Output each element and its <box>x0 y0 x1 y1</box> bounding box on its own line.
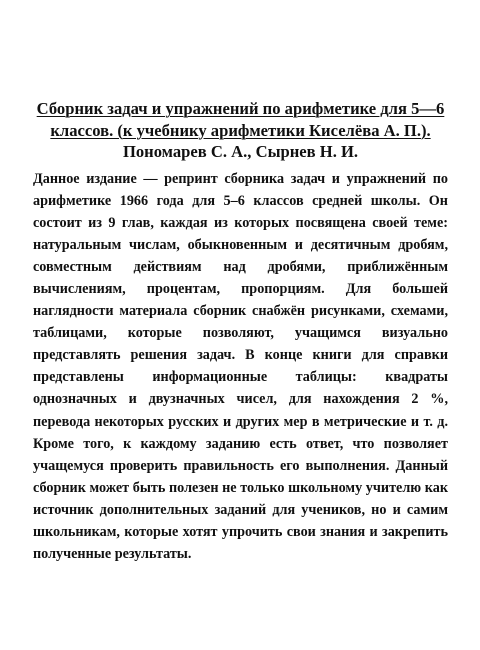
authors-line: Пономарев С. А., Сырнев Н. И. <box>122 142 359 161</box>
title-line: классов. (к учебнику арифметики Киселёва А. П.). <box>50 120 431 140</box>
description-line: таблицами, которые позволяют, учащимся визуально <box>33 325 448 342</box>
title-line: Сборник задач и упражнений по арифметике для 5—6 <box>36 99 445 118</box>
book-description <box>33 168 448 566</box>
description-line: арифметике 1966 года для 5–6 классов средней школы. Он <box>33 192 448 209</box>
description-line: совместным действиям над дробями, приближённым <box>33 258 448 275</box>
description-line: перевода некоторых русских и других мер в метрические и т. д. <box>33 413 448 430</box>
description-line: однозначных и двузначных чисел, для нахождения 2 %, <box>33 391 448 408</box>
description-line: полученные результаты. <box>33 546 192 563</box>
description-line: наглядности материала сборник снабжён рисунками, схемами, <box>33 303 448 320</box>
description-line: Кроме того, к каждому заданию есть ответ, что позволяет <box>33 435 448 452</box>
description-line: представлены информационные таблицы: квадраты <box>33 369 448 386</box>
description-line: Данное издание — репринт сборника задач и упражнений по <box>33 170 448 187</box>
description-line: сборник может быть полезен не только школьному учителю как <box>33 479 448 496</box>
description-line: состоит из 9 глав, каждая из которых посвящена своей теме: <box>33 214 448 231</box>
description-line: натуральным числам, обыкновенным и десятичным дробям, <box>33 236 448 253</box>
description-line: источник дополнительных заданий для учеников, но и самим <box>33 501 448 518</box>
book-title <box>33 98 448 163</box>
description-line: школьникам, которые хотят упрочить свои знания и закрепить <box>33 524 448 540</box>
description-line: представлять решения задач. В конце книги для справки <box>33 347 448 364</box>
description-line: учащемуся проверить правильность его выполнения. Данный <box>33 457 448 474</box>
description-line: вычислениям, процентам, пропорциям. Для большей <box>33 280 448 297</box>
